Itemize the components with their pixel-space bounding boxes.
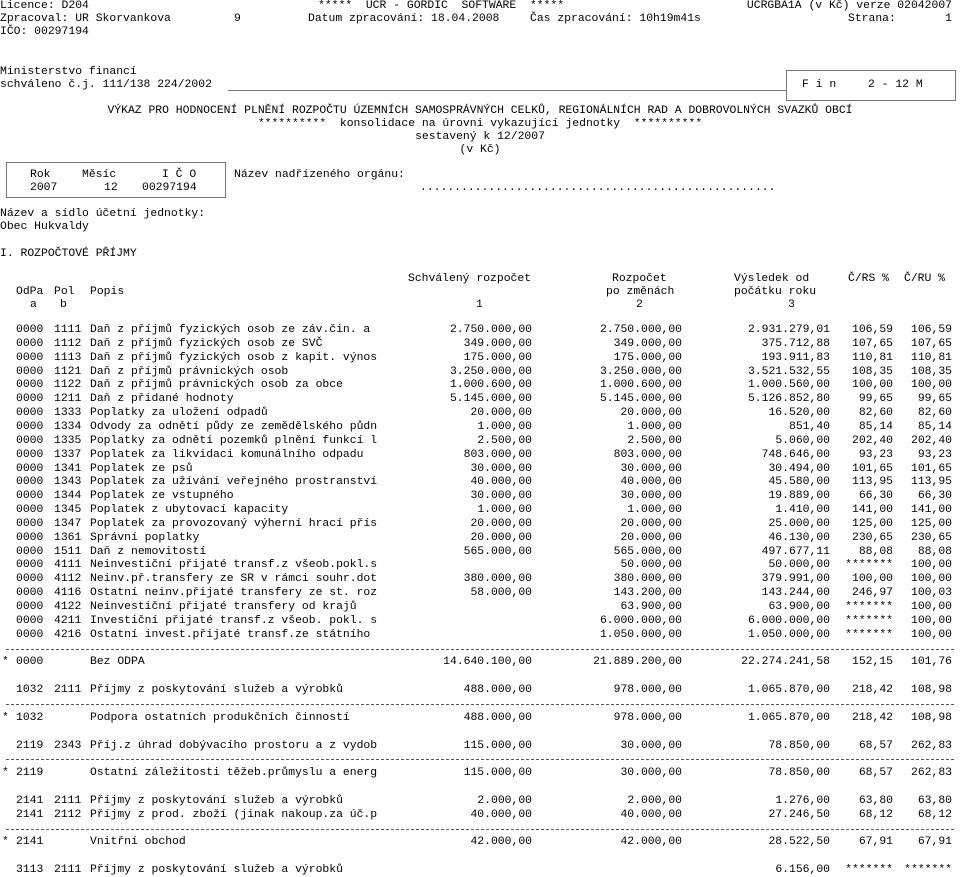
row-cru: 100,00	[910, 573, 952, 586]
row-schvaleny: 2.750.000,00	[449, 324, 532, 336]
row-cru: 202,40	[910, 434, 952, 447]
rok-value: 2007	[30, 182, 58, 194]
row-odpa: 0000	[16, 448, 44, 461]
row-vysledek: 748.646,00	[761, 448, 830, 461]
row-cru: 262,83	[910, 739, 952, 752]
row-po-zmenach: 50.000,00	[620, 559, 682, 572]
row-cru: 67,91	[917, 836, 952, 849]
row-vysledek: 6.156,00	[775, 864, 830, 877]
row-vysledek: 375.712,88	[761, 337, 830, 350]
row-popis: Daň z příjmů fyzických osob z kapit. výnos	[90, 351, 378, 364]
row-popis: Poplatek za užívání veřejného prostranství	[90, 476, 378, 489]
row-crs: 218,42	[851, 684, 893, 697]
row-pol: 4216	[54, 628, 82, 641]
report-currency: (v Kč)	[459, 144, 501, 156]
row-crs: 82,60	[858, 407, 893, 420]
row-crs: *******	[845, 559, 893, 572]
row-po-zmenach: 803.000,00	[613, 448, 682, 461]
row-vysledek: 6.000.000,00	[747, 614, 830, 627]
row-pol: 1333	[54, 407, 82, 420]
row-po-zmenach: 42.000,00	[620, 836, 682, 849]
row-popis: Daň z příjmů právnických osob	[90, 365, 289, 378]
row-cru: 113,95	[910, 476, 952, 489]
row-odpa: 0000	[16, 601, 44, 613]
row-vysledek: 30.494,00	[768, 462, 830, 475]
ministry-name: Ministerstvo financí	[0, 66, 137, 78]
row-po-zmenach: 30.000,00	[620, 767, 682, 780]
row-cru: 100,00	[910, 614, 952, 627]
row-po-zmenach: 3.250.000,00	[599, 365, 682, 378]
row-po-zmenach: 30.000,00	[620, 462, 682, 475]
row-odpa: 1032	[16, 684, 44, 697]
row-vysledek: 78.850,00	[768, 739, 830, 752]
ministry-approval: schváleno č.j. 111/138 224/2002	[0, 79, 212, 91]
ucetni-jednotka-label: Název a sídlo účetní jednotky:	[0, 208, 206, 220]
row-vysledek: 379.991,00	[761, 573, 830, 586]
row-po-zmenach: 978.000,00	[613, 684, 682, 697]
row-crs: 218,42	[851, 711, 893, 724]
mesic-value: 12	[104, 182, 118, 194]
row-vysledek: 28.522,50	[768, 836, 830, 849]
row-odpa: 0000	[16, 628, 44, 641]
row-cru: 108,98	[910, 684, 952, 697]
row-vysledek: 5.060,00	[775, 434, 830, 447]
row-cru: 108,98	[910, 711, 952, 724]
row-po-zmenach: 40.000,00	[620, 808, 682, 821]
row-crs: 88,08	[858, 545, 893, 558]
row-star: *	[2, 656, 9, 669]
row-popis: Příjmy z poskytování služeb a výrobků	[90, 684, 343, 697]
col-popis: Popis	[90, 286, 125, 298]
row-popis: Odvody za odnětí půdy ze zemědělského půdn	[90, 420, 378, 433]
row-popis: Správní poplatky	[90, 531, 200, 544]
row-po-zmenach: 20.000,00	[620, 531, 682, 544]
nadrizeny-organ-label: Název nadřízeného orgánu:	[234, 169, 405, 181]
row-crs: 100,00	[851, 379, 893, 392]
row-po-zmenach: 20.000,00	[620, 407, 682, 420]
row-popis: Ostatní záležitosti těžeb.průmyslu a energ	[90, 767, 378, 780]
zpracoval-label: Zpracoval: UR Skorvankova	[0, 13, 171, 25]
row-odpa: 0000	[16, 504, 44, 517]
row-schvaleny: 175.000,00	[463, 351, 532, 364]
row-cru: 99,65	[917, 393, 952, 406]
row-crs: 106,59	[851, 324, 893, 336]
row-odpa: 1032	[16, 711, 44, 724]
row-popis: Podpora ostatních produkčních činností	[90, 711, 350, 724]
row-pol: 4111	[54, 559, 82, 572]
row-pol: 1211	[54, 393, 82, 406]
row-crs: 68,57	[858, 739, 893, 752]
row-po-zmenach: 143.200,00	[613, 587, 682, 600]
row-popis: Příj.z úhrad dobývacího prostoru a z vydob	[90, 739, 378, 752]
datum-zpracovani: Datum zpracování: 18.04.2008	[308, 13, 500, 25]
row-schvaleny: 488.000,00	[463, 684, 532, 697]
row-pol: 1347	[54, 517, 82, 530]
row-popis: Neinvestiční přijaté transf.z všeob.pokl.s	[90, 559, 378, 572]
row-pol: 1121	[54, 365, 82, 378]
row-vysledek: 1.065.870,00	[747, 684, 830, 697]
row-odpa: 0000	[16, 462, 44, 475]
row-odpa: 2141	[16, 808, 44, 821]
ico-label: I Č O	[162, 169, 197, 181]
row-pol: 2343	[54, 739, 82, 752]
row-schvaleny: 1.000,00	[477, 504, 532, 517]
row-odpa: 0000	[16, 393, 44, 406]
row-crs: 110,81	[851, 351, 893, 364]
col-po-zmenach: po změnách	[606, 286, 675, 298]
row-popis: Neinv.př.transfery ze SR v rámci souhr.dot	[90, 573, 378, 586]
row-schvaleny: 30.000,00	[470, 490, 532, 503]
row-schvaleny: 5.145.000,00	[449, 393, 532, 406]
row-popis: Poplatek z ubytovací kapacity	[90, 504, 289, 517]
row-crs: 100,00	[851, 573, 893, 586]
row-vysledek: 1.065.870,00	[747, 711, 830, 724]
row-popis: Daň z nemovitostí	[90, 545, 207, 558]
row-po-zmenach: 349.000,00	[613, 337, 682, 350]
row-crs: *******	[845, 864, 893, 877]
row-odpa: 0000	[16, 365, 44, 378]
row-crs: 101,65	[851, 462, 893, 475]
row-crs: 108,35	[851, 365, 893, 378]
row-vysledek: 16.520,00	[768, 407, 830, 420]
row-crs: *******	[845, 614, 893, 627]
row-vysledek: 46.130,00	[768, 531, 830, 544]
row-popis: Příjmy z prod. zboží (jinak nakoup.za úč.p	[90, 808, 378, 821]
row-po-zmenach: 1.000.600,00	[599, 379, 682, 392]
nine-value: 9	[234, 13, 241, 25]
col-vysledek: Výsledek od	[734, 273, 810, 285]
row-cru: 141,00	[910, 504, 952, 517]
row-crs: 63,80	[858, 794, 893, 807]
row-star: *	[2, 767, 9, 780]
row-vysledek: 50.000,00	[768, 559, 830, 572]
row-vysledek: 193.911,83	[761, 351, 830, 364]
row-popis: Daň z příjmů právnických osob za obce	[90, 379, 343, 392]
rok-label: Rok	[30, 169, 51, 181]
row-popis: Poplatek za likvidaci komunálního odpadu	[90, 448, 364, 461]
row-vysledek: 3.521.532,55	[747, 365, 830, 378]
row-vysledek: 1.050.000,00	[747, 628, 830, 641]
row-schvaleny: 115.000,00	[463, 739, 532, 752]
row-odpa: 2141	[16, 794, 44, 807]
row-popis: Daň z příjmů fyzických osob ze SVČ	[90, 337, 323, 350]
row-popis: Ostatní invest.přijaté transf.ze státního	[90, 628, 371, 641]
row-separator	[6, 704, 954, 705]
row-vysledek: 1.410,00	[775, 504, 830, 517]
row-schvaleny: 42.000,00	[470, 836, 532, 849]
row-cru: 66,30	[917, 490, 952, 503]
row-pol: 4112	[54, 573, 82, 586]
row-popis: Ostatní neinv.přijaté transfery ze st. roz	[90, 587, 378, 600]
row-odpa: 0000	[16, 351, 44, 364]
row-po-zmenach: 2.750.000,00	[599, 324, 682, 336]
row-schvaleny: 40.000,00	[470, 808, 532, 821]
row-star: *	[2, 836, 9, 849]
row-po-zmenach: 5.145.000,00	[599, 393, 682, 406]
row-cru: 100,00	[910, 628, 952, 641]
row-crs: *******	[845, 601, 893, 613]
row-schvaleny: 380.000,00	[463, 573, 532, 586]
col-pocatku-roku: počátku roku	[734, 286, 817, 298]
row-pol: 1361	[54, 531, 82, 544]
row-separator	[6, 759, 954, 760]
strana-value: 1	[945, 13, 952, 25]
row-cru: 85,14	[917, 420, 952, 433]
row-odpa: 2119	[16, 767, 44, 780]
row-pol: 4122	[54, 601, 82, 613]
row-cru: 108,35	[910, 365, 952, 378]
row-cru: *******	[904, 864, 952, 877]
row-pol: 1335	[54, 434, 82, 447]
row-schvaleny: 349.000,00	[463, 337, 532, 350]
row-crs: 85,14	[858, 420, 893, 433]
col-crs: Č/RS %	[848, 273, 890, 285]
row-po-zmenach: 20.000,00	[620, 517, 682, 530]
report-period: sestavený k 12/2007	[415, 131, 545, 143]
row-popis: Daň z příjmů fyzických osob ze záv.čin. a	[90, 324, 371, 336]
row-crs: 152,15	[851, 656, 893, 669]
row-po-zmenach: 978.000,00	[613, 711, 682, 724]
row-crs: 246,97	[851, 587, 893, 600]
row-po-zmenach: 2.000,00	[627, 794, 682, 807]
row-vysledek: 63.900,00	[768, 601, 830, 613]
col-n3: 3	[788, 299, 795, 311]
section-title: I. ROZPOČTOVÉ PŘÍJMY	[0, 248, 137, 260]
row-po-zmenach: 63.900,00	[620, 601, 682, 613]
col-schvaleny: Schválený rozpočet	[408, 273, 532, 285]
row-pol: 2111	[54, 794, 82, 807]
row-pol: 1341	[54, 462, 82, 475]
row-popis: Investiční přijaté transf.z všeob. pokl. s	[90, 614, 378, 627]
mesic-label: Měsíc	[82, 169, 117, 181]
row-odpa: 0000	[16, 614, 44, 627]
row-vysledek: 1.276,00	[775, 794, 830, 807]
row-schvaleny: 565.000,00	[463, 545, 532, 558]
fin-value: 2 - 12 M	[868, 79, 923, 91]
row-schvaleny: 3.250.000,00	[449, 365, 532, 378]
row-pol: 1111	[54, 324, 82, 336]
col-rozpocet: Rozpočet	[612, 273, 667, 285]
row-cru: 107,65	[910, 337, 952, 350]
row-cru: 88,08	[917, 545, 952, 558]
row-star: *	[2, 711, 9, 724]
row-popis: Poplatek za provozovaný výherní hrací přís	[90, 517, 378, 530]
row-pol: 2111	[54, 684, 82, 697]
report-subtitle: ********** konsolidace na úrovni vykazující jednotky **********	[257, 118, 703, 130]
row-cru: 230,65	[910, 531, 952, 544]
row-cru: 262,83	[910, 767, 952, 780]
row-cru: 100,00	[910, 559, 952, 572]
row-schvaleny: 488.000,00	[463, 711, 532, 724]
row-odpa: 0000	[16, 490, 44, 503]
approval-underline	[228, 90, 786, 91]
row-odpa: 0000	[16, 587, 44, 600]
row-cru: 101,65	[910, 462, 952, 475]
row-odpa: 0000	[16, 379, 44, 392]
row-pol: 2111	[54, 864, 82, 877]
row-crs: 99,65	[858, 393, 893, 406]
row-vysledek: 851,40	[788, 420, 830, 433]
software-banner: ***** UCR - GORDIC SOFTWARE *****	[318, 0, 565, 12]
row-crs: 67,91	[858, 836, 893, 849]
row-schvaleny: 803.000,00	[463, 448, 532, 461]
row-vysledek: 143.244,00	[761, 587, 830, 600]
row-odpa: 0000	[16, 337, 44, 350]
row-crs: 66,30	[858, 490, 893, 503]
row-schvaleny: 115.000,00	[463, 767, 532, 780]
row-po-zmenach: 30.000,00	[620, 739, 682, 752]
row-odpa: 2141	[16, 836, 44, 849]
row-schvaleny: 2.000,00	[477, 794, 532, 807]
row-vysledek: 497.677,11	[761, 545, 830, 558]
ico-header: IČO: 00297194	[0, 26, 89, 38]
row-pol: 1337	[54, 448, 82, 461]
row-po-zmenach: 1.000,00	[627, 420, 682, 433]
row-pol: 2112	[54, 808, 82, 821]
row-odpa: 0000	[16, 476, 44, 489]
row-vysledek: 27.246,50	[768, 808, 830, 821]
row-pol: 1112	[54, 337, 82, 350]
row-pol: 1345	[54, 504, 82, 517]
row-separator	[6, 649, 954, 650]
row-vysledek: 2.931.279,01	[747, 324, 830, 336]
row-odpa: 0000	[16, 517, 44, 530]
row-pol: 4211	[54, 614, 82, 627]
row-odpa: 0000	[16, 545, 44, 558]
row-cru: 82,60	[917, 407, 952, 420]
row-schvaleny: 20.000,00	[470, 517, 532, 530]
row-popis: Bez ODPA	[90, 656, 145, 669]
row-odpa: 2119	[16, 739, 44, 752]
row-crs: 93,23	[858, 448, 893, 461]
row-po-zmenach: 175.000,00	[613, 351, 682, 364]
row-pol: 1113	[54, 351, 82, 364]
row-cru: 100,00	[910, 379, 952, 392]
col-n1: 1	[476, 299, 483, 311]
nadrizeny-organ-dots: ....................................................	[420, 182, 776, 194]
row-odpa: 0000	[16, 434, 44, 447]
row-pol: 4116	[54, 587, 82, 600]
col-pol: Pol	[54, 286, 75, 298]
row-odpa: 0000	[16, 656, 44, 669]
row-crs: 107,65	[851, 337, 893, 350]
row-popis: Vnitřní obchod	[90, 836, 186, 849]
row-cru: 110,81	[910, 351, 952, 364]
row-odpa: 0000	[16, 420, 44, 433]
fin-label: F i n	[802, 79, 837, 91]
row-odpa: 0000	[16, 573, 44, 586]
row-crs: 230,65	[851, 531, 893, 544]
row-cru: 106,59	[910, 324, 952, 336]
row-popis: Daň z přidané hodnoty	[90, 393, 234, 406]
row-po-zmenach: 21.889.200,00	[593, 656, 682, 669]
row-odpa: 0000	[16, 324, 44, 336]
row-popis: Poplatek ze psů	[90, 462, 193, 475]
row-po-zmenach: 6.000.000,00	[599, 614, 682, 627]
row-cru: 63,80	[917, 794, 952, 807]
col-odpa: OdPa	[16, 286, 44, 298]
row-schvaleny: 30.000,00	[470, 462, 532, 475]
row-po-zmenach: 2.500,00	[627, 434, 682, 447]
row-vysledek: 45.580,00	[768, 476, 830, 489]
row-schvaleny: 20.000,00	[470, 531, 532, 544]
row-odpa: 3113	[16, 864, 44, 877]
row-pol: 1122	[54, 379, 82, 392]
row-cru: 100,00	[910, 601, 952, 613]
col-a: a	[30, 299, 37, 311]
row-schvaleny: 2.500,00	[477, 434, 532, 447]
row-popis: Poplatky za uložení odpadů	[90, 407, 268, 420]
row-schvaleny: 40.000,00	[470, 476, 532, 489]
row-crs: 125,00	[851, 517, 893, 530]
row-vysledek: 5.126.852,80	[747, 393, 830, 406]
licence-label: Licence: D204	[0, 0, 89, 12]
ucetni-jednotka-value: Obec Hukvaldy	[0, 221, 89, 233]
row-cru: 101,76	[910, 656, 952, 669]
row-popis: Poplatky za odnětí pozemků plnění funkcí l	[90, 434, 378, 447]
row-pol: 1343	[54, 476, 82, 489]
row-pol: 1511	[54, 545, 82, 558]
row-crs: 68,12	[858, 808, 893, 821]
row-crs: 202,40	[851, 434, 893, 447]
row-vysledek: 19.889,00	[768, 490, 830, 503]
row-crs: 141,00	[851, 504, 893, 517]
row-po-zmenach: 40.000,00	[620, 476, 682, 489]
row-schvaleny: 1.000,00	[477, 420, 532, 433]
row-odpa: 0000	[16, 531, 44, 544]
row-vysledek: 78.850,00	[768, 767, 830, 780]
row-popis: Příjmy z poskytování služeb a výrobků	[90, 864, 343, 877]
row-popis: Příjmy z poskytování služeb a výrobků	[90, 794, 343, 807]
row-pol: 1334	[54, 420, 82, 433]
row-popis: Poplatek ze vstupného	[90, 490, 234, 503]
row-popis: Neinvestiční přijaté transfery od krajů	[90, 601, 357, 613]
ico-value: 00297194	[142, 182, 197, 194]
row-schvaleny: 58.000,00	[470, 587, 532, 600]
row-cru: 93,23	[917, 448, 952, 461]
row-crs: *******	[845, 628, 893, 641]
row-vysledek: 22.274.241,58	[741, 656, 830, 669]
report-id: UCRGBA1A (v Kč) verze 02042007	[746, 0, 952, 12]
row-po-zmenach: 1.050.000,00	[599, 628, 682, 641]
row-crs: 68,57	[858, 767, 893, 780]
row-separator	[6, 829, 954, 830]
col-b: b	[60, 299, 67, 311]
row-schvaleny: 20.000,00	[470, 407, 532, 420]
row-po-zmenach: 565.000,00	[613, 545, 682, 558]
row-cru: 100,03	[910, 587, 952, 600]
col-cru: Č/RU %	[904, 273, 946, 285]
row-cru: 68,12	[917, 808, 952, 821]
row-odpa: 0000	[16, 407, 44, 420]
strana-label: Strana:	[848, 13, 896, 25]
row-cru: 125,00	[910, 517, 952, 530]
row-schvaleny: 14.640.100,00	[443, 656, 532, 669]
cas-zpracovani: Čas zpracování: 10h19m41s	[530, 13, 701, 25]
row-pol: 1344	[54, 490, 82, 503]
row-po-zmenach: 30.000,00	[620, 490, 682, 503]
row-vysledek: 1.000.560,00	[747, 379, 830, 392]
row-vysledek: 25.000,00	[768, 517, 830, 530]
row-odpa: 0000	[16, 559, 44, 572]
row-crs: 113,95	[851, 476, 893, 489]
report-title: VÝKAZ PRO HODNOCENÍ PLNĚNÍ ROZPOČTU ÚZEMNÍCH SAMOSPRÁVNÝCH CELKŮ, REGIONÁLNÍCH RAD A DOBROVOLNÝCH SVAZKŮ OBCÍ	[107, 105, 853, 117]
row-po-zmenach: 380.000,00	[613, 573, 682, 586]
col-n2: 2	[636, 299, 643, 311]
row-po-zmenach: 1.000,00	[627, 504, 682, 517]
row-schvaleny: 1.000.600,00	[449, 379, 532, 392]
